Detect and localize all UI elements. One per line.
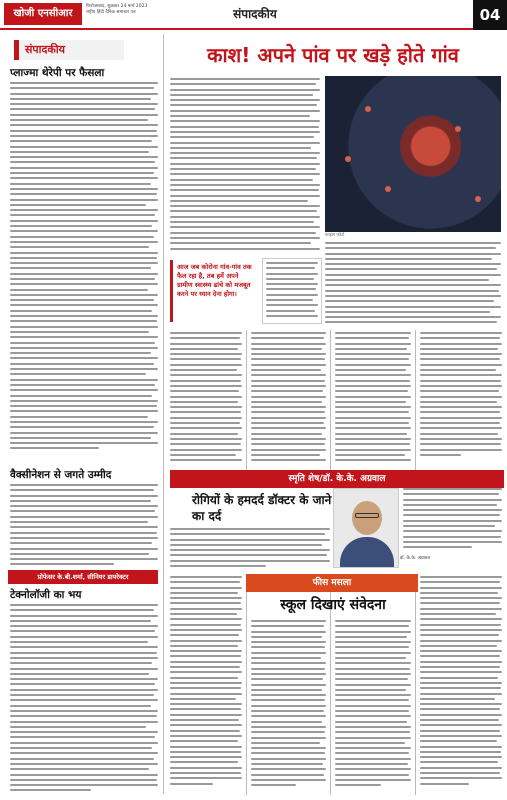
- editorial-tag: संपादकीय: [14, 40, 124, 60]
- tagline: राष्ट्रीय हिंदी दैनिक समाचार पत्र: [86, 10, 136, 15]
- paper-logo: खोजी एनसीआर: [4, 3, 82, 25]
- second-editorial-title: वैक्सीनेशन से जगते उम्मीद: [10, 469, 112, 481]
- column-byline: प्रोफेसर के.बी.शर्मा, सीनियर डायरेक्टर: [8, 570, 158, 584]
- masthead: [0, 0, 507, 30]
- column-body: [10, 604, 158, 794]
- main-story-body-col2: [325, 242, 501, 326]
- main-story-body-col1: [170, 78, 320, 258]
- doctor-story-intro: [170, 528, 330, 570]
- date-line: फ़िरोजाबाद, शुक्रवार 24 मार्च 2023: [86, 4, 148, 9]
- main-story-body-col5: [335, 332, 411, 466]
- editorial-title: प्लाज्मा थेरेपी पर फैसला: [10, 67, 105, 79]
- doctor-portrait: [333, 488, 399, 568]
- fees-section-bar: फीस मसला: [246, 574, 418, 592]
- column-divider: [246, 330, 247, 470]
- doctor-section-bar: स्मृति शेष/डॉ. के.के. अग्रवाल: [170, 470, 504, 488]
- doctor-story-body: [170, 576, 242, 794]
- main-story-body-col4: [251, 332, 326, 466]
- column-divider: [163, 34, 164, 794]
- masthead-meta: [86, 4, 196, 16]
- second-editorial-body: [10, 484, 158, 566]
- page-number: 04: [473, 0, 507, 30]
- photo-caption: फ़ाइल फ़ोटो: [325, 233, 345, 238]
- school-headline: स्कूल दिखाएं संवेदना: [280, 597, 386, 613]
- main-story-body-col6: [420, 332, 502, 466]
- doctor-headline: रोगियों के हमदर्द डॉक्टर के जाने का दर्द: [192, 493, 332, 523]
- column-divider: [415, 330, 416, 470]
- editorial-body: [10, 82, 158, 462]
- pull-quote: आज जब कोरोना गांव-गांव तक फैल रहा है, तब हमें अपने ग्रामीण स्वास्थ्य ढांचे को मजबूत करने पर ध्यान देना होगा।: [170, 260, 258, 322]
- column-divider: [330, 330, 331, 470]
- coronavirus-photo: [325, 76, 501, 232]
- section-title: संपादकीय: [233, 7, 277, 21]
- portrait-caption: डॉ. के.के. अग्रवाल: [400, 556, 431, 561]
- doctor-story-side: [403, 488, 502, 552]
- school-story-body-col3: [420, 576, 502, 794]
- school-story-body-col2: [335, 620, 411, 794]
- pull-quote-side-text: [262, 258, 322, 324]
- main-headline: काश! अपने पांव पर खड़े होते गांव: [207, 43, 459, 67]
- column-title: टेक्नोलॉजी का भय: [10, 589, 82, 601]
- main-story-body-col3: [170, 332, 242, 466]
- school-story-body-col1: [251, 620, 326, 794]
- column-divider: [246, 575, 247, 795]
